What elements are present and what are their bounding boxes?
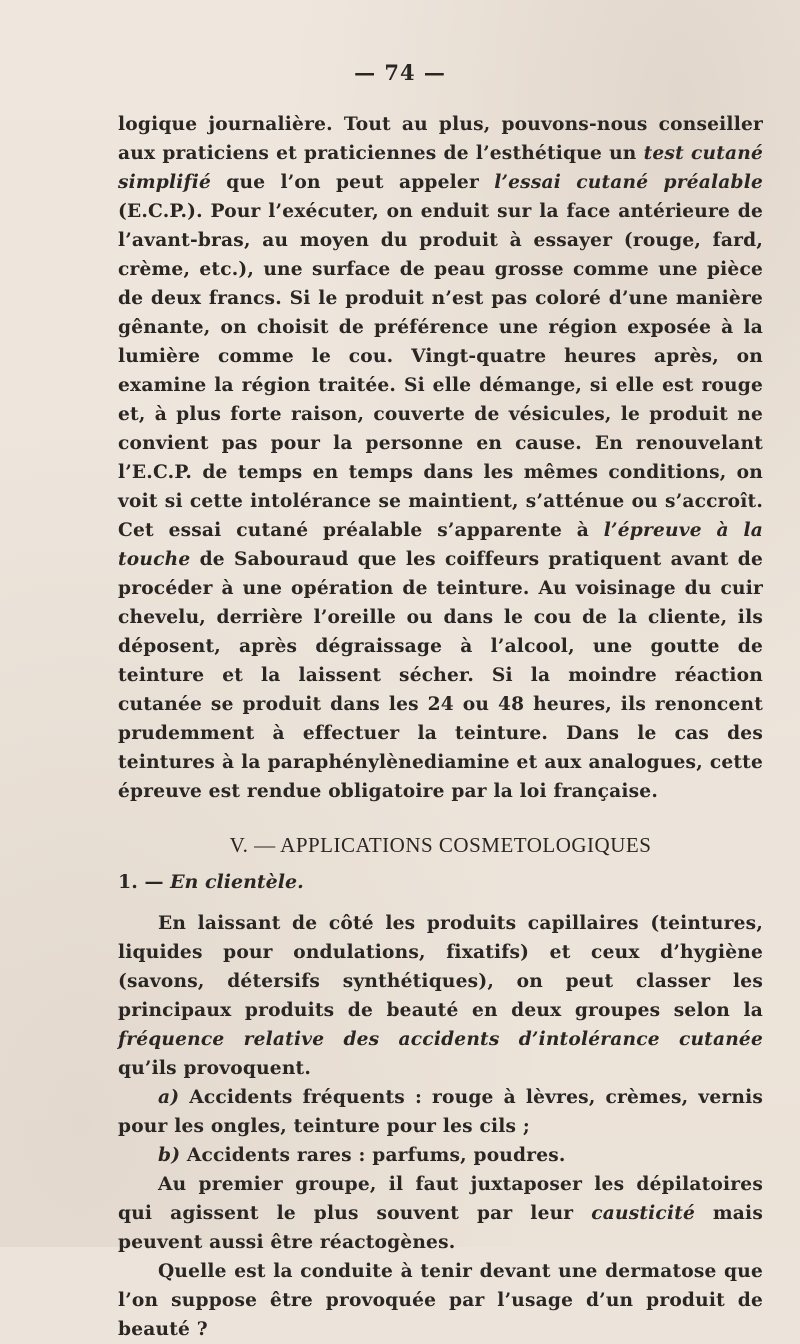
body-text <box>118 110 763 1344</box>
list-marker-b: b) <box>158 1145 181 1166</box>
list-marker-a: a) <box>158 1087 180 1108</box>
paragraph-essai-cutane: logique journalière. Tout au plus, pouvons-nous conseiller aux praticiens et praticiennes de l’esthétique un test cutané simplifié que l’on peut appeler l’essai cutané préalable (E.C.P.). Pour l’exécuter, on enduit sur la face antérieure de l’avant-bras, au moyen du produit à essayer (rouge, fard, crème, etc.), une surface de peau grosse comme une pièce de deux francs. Si le produit n’est pas coloré d’une manière gênante, on choisit de préférence une région exposée à la lumière comme le cou. Vingt-quatre heures après, on examine la région traitée. Si elle démange, si elle est rouge et, à plus forte raison, couverte de vésicules, le produit ne convient pas pour la personne en cause. En renouvelant l’E.C.P. de temps en temps dans les mêmes conditions, on voit si cette intolérance se maintient, s’atténue ou s’accroît. Cet essai cutané préalable s’apparente à l’épreuve à la touche de Sabouraud que les coiffeurs pratiquent avant de procéder à une opération de teinture. Au voisinage du cuir chevelu, derrière l’oreille ou dans le cou de la cliente, ils déposent, après dégraissage à l’alcool, une goutte de teinture et la laissent sécher. Si la moindre réaction cutanée se produit dans les 24 ou 48 heures, ils renoncent prudemment à effectuer la teinture. Dans le cas des teintures à la paraphénylènediamine et aux analogues, cette épreuve est rendue obligatoire par la loi française. <box>118 114 764 802</box>
emphasis-causticite: causticité <box>591 1203 696 1224</box>
emphasis-epreuve-touche: l’épreuve à la touche <box>118 520 763 570</box>
paragraph-classification: En laissant de côté les produits capillaires (teintures, liquides pour ondulations, fixatifs) et ceux d’hygiène (savons, détersifs synthétiques), on peut classer les principaux produits de beauté en deux groupes selon la fréquence relative des accidents d’intolérance cutanée qu’ils provoquent. <box>118 913 763 1079</box>
emphasis-test-cutane: test cutané simplifié <box>118 143 763 193</box>
paragraph-question: Quelle est la conduite à tenir devant une dermatose que l’on suppose être provoquée par l’usage d’un produit de beauté ? <box>118 1261 763 1340</box>
sub-heading <box>118 868 763 896</box>
sub-heading-number: 1. — <box>118 871 164 893</box>
paragraph-depilatoires: Au premier groupe, il faut juxtaposer les dépilatoires qui agissent le plus souvent par leur causticité mais peuvent aussi être réactogènes. <box>118 1174 763 1253</box>
list-item-b: b) Accidents rares : parfums, poudres. <box>158 1145 566 1166</box>
page-number: — 74 — <box>354 60 446 85</box>
list-item-a: a) Accidents fréquents : rouge à lèvres, crèmes, vernis pour les ongles, teinture pour les cils ; <box>118 1087 763 1137</box>
emphasis-frequence: fréquence relative des accidents d’intolérance cutanée <box>118 1029 763 1050</box>
sub-heading-title: En clientèle. <box>170 871 304 893</box>
section-heading: V. — APPLICATIONS COSMETOLOGIQUES <box>229 833 652 857</box>
emphasis-essai-prealable: l’essai cutané préalable <box>494 172 764 193</box>
